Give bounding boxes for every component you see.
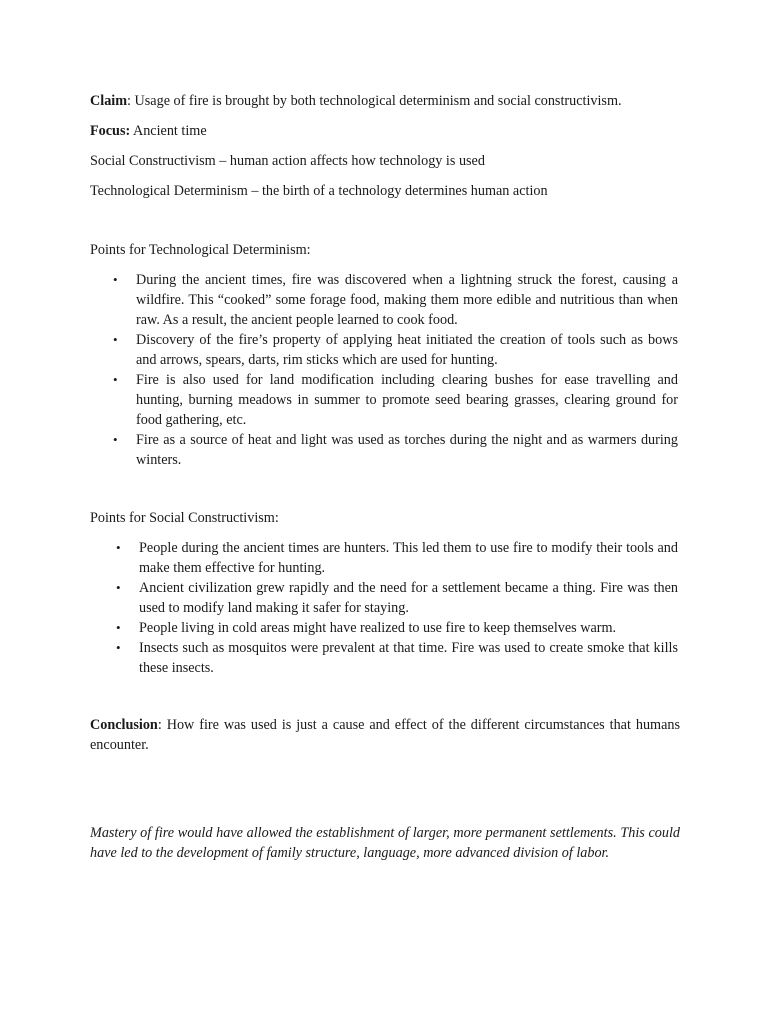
list-item (0, 270, 678, 330)
bullet-icon: • (116, 640, 121, 655)
bullet-icon: • (113, 372, 118, 387)
list-item-text: Fire as a source of heat and light was used as torches during the night and as warmers during winters. (136, 432, 678, 468)
bullet-icon: • (116, 540, 121, 555)
closing-quote: Mastery of fire would have allowed the establishment of larger, more permanent settlements. This could have led to the development of family structure, language, more advanced division of labor. (90, 825, 680, 861)
claim-text: : Usage of fire is brought by both technological determinism and social constructivism. (127, 93, 622, 109)
list-item-text: Fire is also used for land modification including clearing bushes for ease travelling and hunting, burning meadows in summer to promote seed bearing grasses, clearing ground for food gathering, etc. (136, 372, 678, 428)
list-item-text: Discovery of the fire’s property of applying heat initiated the creation of tools such as bows and arrows, spears, darts, rim sticks which are used for hunting. (136, 332, 678, 368)
social-points-list (0, 538, 768, 678)
list-item-text: People during the ancient times are hunters. This led them to use fire to modify their tools and make them effective for hunting. (139, 540, 678, 576)
list-item (0, 370, 678, 430)
bullet-icon: • (116, 580, 121, 595)
list-item (0, 618, 678, 638)
list-item (0, 638, 678, 678)
claim-label: Claim (90, 93, 128, 109)
claim-paragraph (90, 91, 680, 111)
social-section-heading: Points for Social Constructivism: (90, 510, 279, 526)
focus-paragraph (90, 121, 680, 141)
tech-section-heading: Points for Technological Determinism: (90, 242, 311, 258)
list-item (0, 330, 678, 370)
list-item-text: People living in cold areas might have realized to use fire to keep themselves warm. (139, 620, 617, 636)
bullet-icon: • (116, 620, 121, 635)
technological-determinism-definition: Technological Determinism – the birth of a technology determines human action (90, 183, 548, 199)
social-constructivism-definition: Social Constructivism – human action affects how technology is used (90, 153, 485, 169)
conclusion-label: Conclusion (90, 717, 158, 733)
list-item (0, 578, 678, 618)
conclusion-text: : How fire was used is just a cause and effect of the different circumstances that humans encounter. (90, 717, 680, 753)
bullet-icon: • (113, 272, 118, 287)
bullet-icon: • (113, 332, 118, 347)
list-item (0, 430, 678, 470)
bullet-icon: • (113, 432, 118, 447)
list-item-text: Insects such as mosquitos were prevalent at that time. Fire was used to create smoke that kills these insects. (139, 640, 678, 676)
list-item-text: During the ancient times, fire was discovered when a lightning struck the forest, causing a wildfire. This “cooked” some forage food, making them more edible and nutritious than when raw. As a result, the ancient people learned to cook food. (136, 272, 678, 328)
tech-points-list (0, 270, 768, 470)
list-item-text: Ancient civilization grew rapidly and the need for a settlement became a thing. Fire was then used to modify land making it safer for staying. (139, 580, 678, 616)
focus-text: Ancient time (130, 123, 207, 139)
conclusion-paragraph (90, 715, 680, 755)
focus-label: Focus: (90, 123, 131, 139)
list-item (0, 538, 678, 578)
